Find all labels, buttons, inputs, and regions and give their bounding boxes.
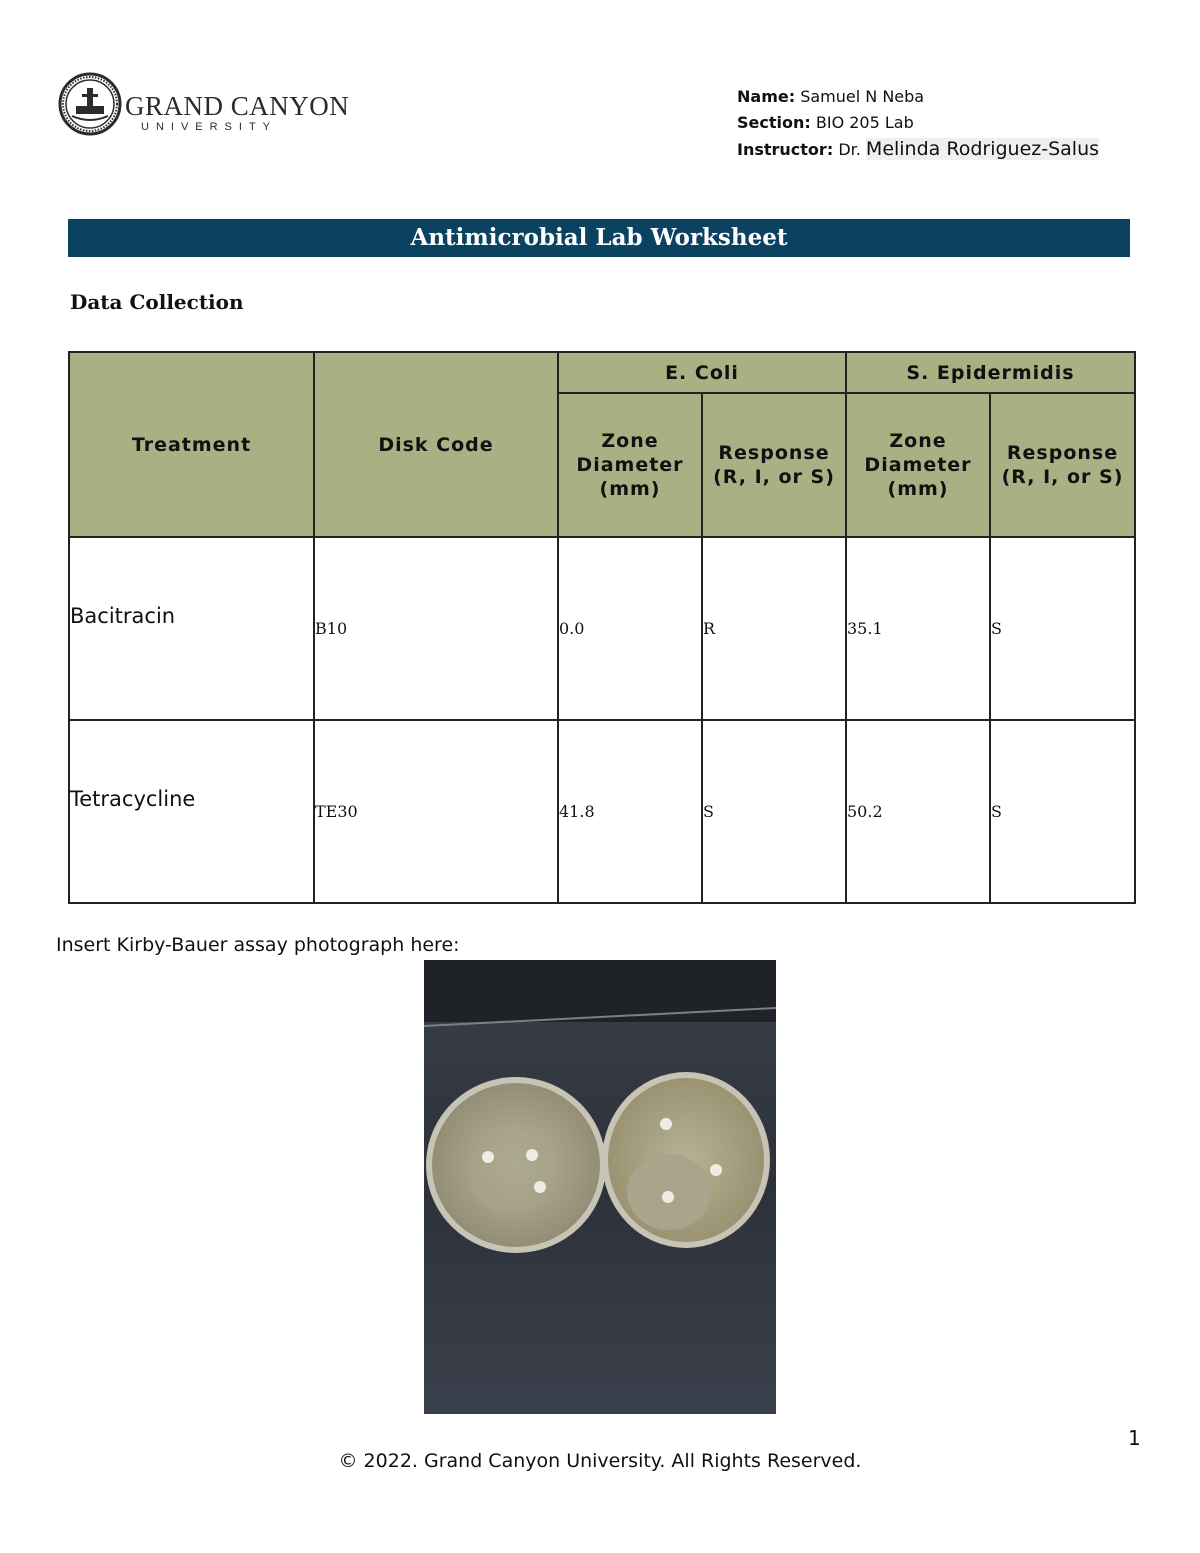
cell-ecoli-response: R: [702, 537, 846, 720]
section-title: Data Collection: [70, 290, 244, 314]
table-row: [69, 720, 1135, 903]
instructor-value: Melinda Rodriguez-Salus: [865, 138, 1100, 160]
cell-disk-code: TE30: [314, 720, 558, 903]
instructor-line: [737, 136, 1099, 163]
university-logo: [58, 72, 350, 138]
name-line: [737, 84, 1099, 110]
photo-caption: Insert Kirby-Bauer assay photograph here:: [56, 934, 460, 956]
antibiotic-disk: [660, 1118, 672, 1130]
header-disk-code: Disk Code: [314, 352, 558, 537]
table-edge: [424, 960, 776, 1022]
petri-dish-left: [426, 1077, 606, 1253]
header-sepidermidis: S. Epidermidis: [846, 352, 1135, 393]
antibiotic-disk: [662, 1191, 674, 1203]
kirby-bauer-photo: [424, 960, 776, 1414]
table-row: [69, 537, 1135, 720]
cell-sepi-response: S: [990, 537, 1135, 720]
header-ecoli-response: Response (R, I, or S): [702, 393, 846, 537]
name-label: Name:: [737, 87, 796, 106]
instructor-label: Instructor:: [737, 140, 834, 159]
instructor-prefix: Dr.: [838, 140, 861, 159]
cell-treatment: Bacitracin: [69, 537, 314, 720]
logo-subtitle: UNIVERSITY: [141, 121, 278, 133]
name-value: Samuel N Neba: [800, 87, 925, 106]
header-sepi-zone: Zone Diameter (mm): [846, 393, 990, 537]
cell-ecoli-zone: 0.0: [558, 537, 702, 720]
section-line: [737, 110, 1099, 136]
cell-ecoli-response: S: [702, 720, 846, 903]
cell-disk-code: B10: [314, 537, 558, 720]
antibiotic-disk: [710, 1164, 722, 1176]
header-treatment: Treatment: [69, 352, 314, 537]
petri-dish-right: [602, 1072, 770, 1248]
university-seal-icon: [58, 72, 122, 136]
header-sepi-response: Response (R, I, or S): [990, 393, 1135, 537]
section-label: Section:: [737, 113, 811, 132]
cell-ecoli-zone: 41.8: [558, 720, 702, 903]
cell-sepi-zone: 35.1: [846, 537, 990, 720]
section-value: BIO 205 Lab: [815, 113, 914, 132]
cell-treatment: Tetracycline: [69, 720, 314, 903]
cell-sepi-zone: 50.2: [846, 720, 990, 903]
antibiotic-disk: [534, 1181, 546, 1193]
student-info: [737, 84, 1099, 163]
data-table: [68, 351, 1136, 904]
antibiotic-disk: [526, 1149, 538, 1161]
page-number: 1: [1128, 1426, 1141, 1450]
antibiotic-disk: [482, 1151, 494, 1163]
logo-name: GRAND CANYON: [125, 91, 350, 121]
header-ecoli: E. Coli: [558, 352, 846, 393]
header-ecoli-zone: Zone Diameter (mm): [558, 393, 702, 537]
page-title: Antimicrobial Lab Worksheet: [68, 219, 1130, 257]
cell-sepi-response: S: [990, 720, 1135, 903]
copyright-footer: © 2022. Grand Canyon University. All Rights Reserved.: [338, 1450, 862, 1472]
